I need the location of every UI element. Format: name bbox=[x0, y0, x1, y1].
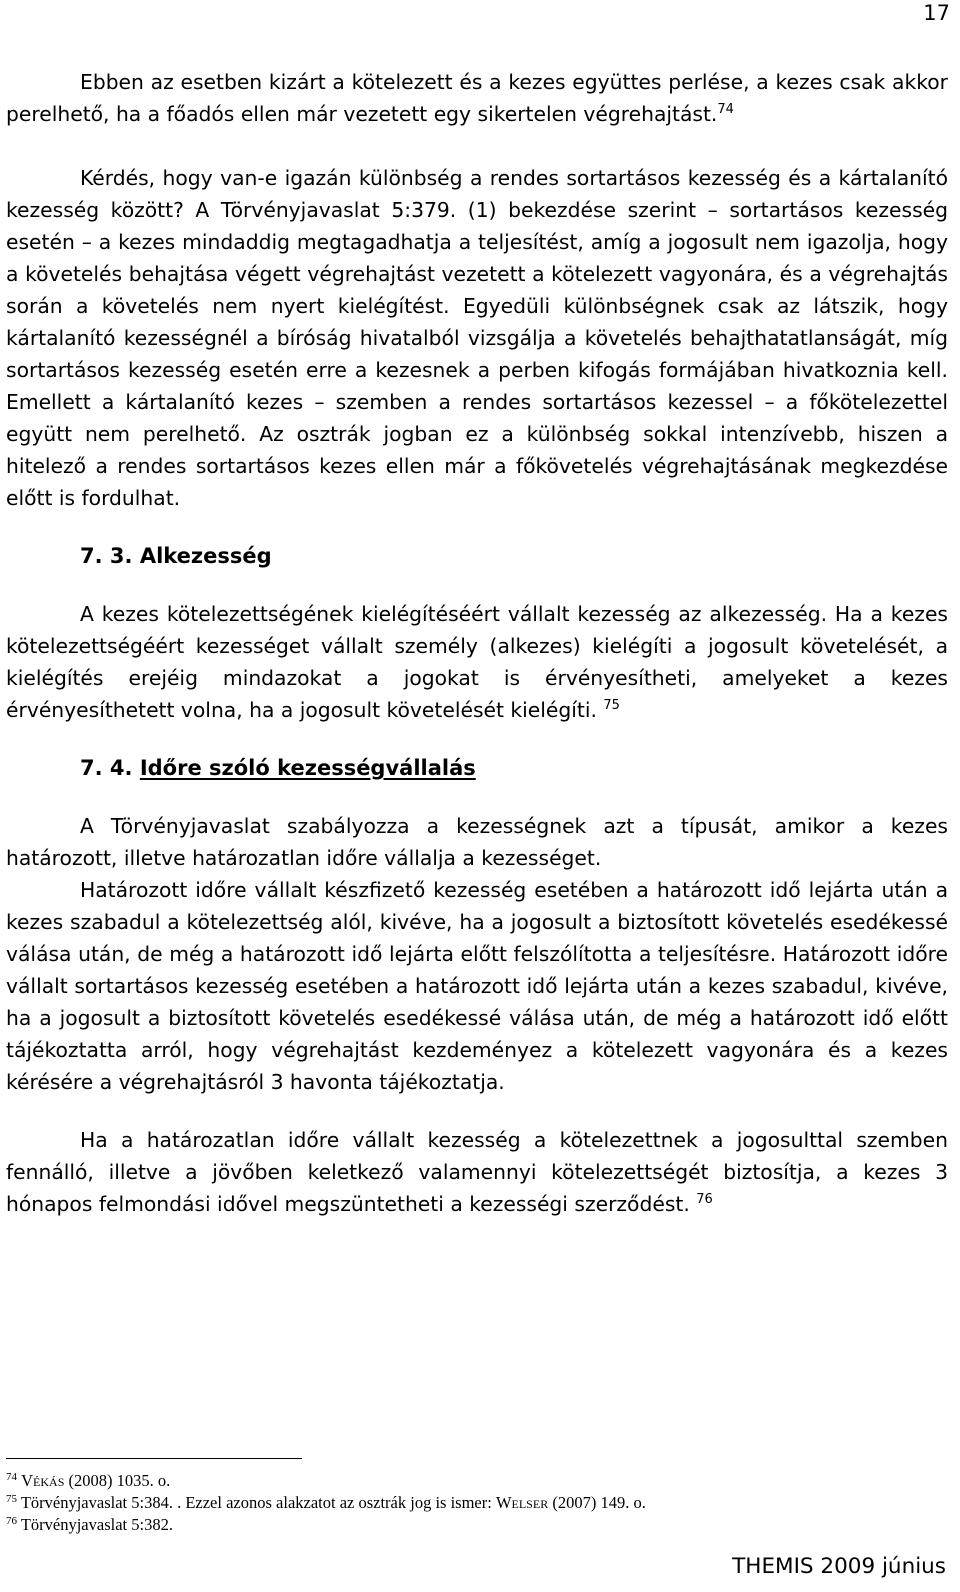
footnote-ref-75[interactable]: 75 bbox=[603, 698, 620, 713]
paragraph-1 bbox=[6, 66, 948, 130]
section-heading-7-3 bbox=[80, 540, 948, 572]
paragraph-3 bbox=[6, 598, 948, 726]
paragraph-2: Kérdés, hogy van-e igazán különbség a rendes sortartásos kezesség és a kártalanító kezesség között? A Törvényjavaslat 5:379. (1) bekezdése szerint – sortartásos kezesség esetén – a kezes mindaddig megtagadhatja a teljesítést, amíg a jogosult nem igazolja, hogy a követelés behajtása végett végrehajtást vezetett a kötelezett vagyonára, és a végrehajtás során a követelés nem nyert kielégítést. Egyedüli különbségnek csak az látszik, hogy kártalanító kezességnél a bíróság hivatalból vizsgálja a követelés behajthatatlanságát, míg sortartásos kezesség esetén erre a kezesnek a perben kifogás formájában hivatkoznia kell. Emellett a kártalanító kezes – szemben a rendes sortartásos kezessel – a főkötelezettel együtt nem perelhető. Az osztrák jogban ez a különbség sokkal intenzívebb, hiszen a hitelező a rendes sortartásos kezes ellen már a főkövetelés végrehajtásának megkezdése előtt is fordulhat. bbox=[6, 166, 948, 510]
section-heading-7-4 bbox=[80, 752, 948, 784]
footnote-text: (2007) 149. o. bbox=[548, 1493, 646, 1512]
footnote-75 bbox=[6, 1492, 926, 1514]
spacer bbox=[6, 784, 948, 810]
paragraph-3-text: A kezes kötelezettségének kielégítéséért vállalt kezesség az alkezesség. Ha a kezes kötelezettségéért kezességet vállalt személy (alkezes) kielégíti a jogosult követelését, a kielégítés erejéig mindazokat a jogokat is érvényesítheti, amelyeket a kezes érvényesíthetett volna, ha a jogosult követelését kielégíti. bbox=[6, 602, 948, 722]
spacer bbox=[6, 726, 948, 752]
paragraph-4: A Törvényjavaslat szabályozza a kezességnek azt a típusát, amikor a kezes határozott, illetve határozatlan időre vállalja a kezességet. bbox=[6, 814, 948, 870]
paragraph-6 bbox=[6, 1124, 948, 1220]
footnotes bbox=[6, 1470, 926, 1536]
footnote-marker: 74 bbox=[6, 1471, 17, 1483]
spacer bbox=[6, 1098, 948, 1124]
spacer bbox=[6, 130, 948, 162]
page-number: 17 bbox=[923, 1, 950, 25]
footnote-76 bbox=[6, 1514, 926, 1536]
footnote-author: Vékás bbox=[21, 1471, 65, 1490]
section-number: 7. 3. bbox=[80, 544, 133, 568]
footnote-text: Törvényjavaslat 5:384. . Ezzel azonos alakzatot az osztrák jog is ismer: bbox=[20, 1493, 496, 1512]
footnote-ref-74[interactable]: 74 bbox=[717, 102, 734, 117]
paragraph-6-text: Ha a határozatlan időre vállalt kezesség a kötelezettnek a jogosulttal szemben fennálló, illetve a jövőben keletkező valamennyi kötelezettségét biztosítja, a kezes 3 hónapos felmondási idővel megszüntetheti a kezességi szerződést. bbox=[6, 1128, 948, 1216]
footnote-marker: 76 bbox=[6, 1515, 17, 1527]
section-title: Alkezesség bbox=[139, 544, 272, 568]
footnote-marker: 75 bbox=[6, 1493, 17, 1505]
body-text bbox=[6, 66, 948, 1220]
footnote-text: (2008) 1035. o. bbox=[64, 1471, 171, 1490]
paragraph-1-text: Ebben az esetben kizárt a kötelezett és a kezes együttes perlése, a kezes csak akkor perelhető, ha a főadós ellen már vezetett egy sikertelen végrehajtást. bbox=[6, 70, 948, 126]
section-title: Időre szóló kezességvállalás bbox=[139, 756, 476, 780]
spacer bbox=[6, 572, 948, 598]
footnote-author: Welser bbox=[495, 1493, 549, 1512]
spacer bbox=[6, 514, 948, 540]
footnote-ref-76[interactable]: 76 bbox=[696, 1192, 713, 1207]
section-number: 7. 4. bbox=[80, 756, 133, 780]
running-footer: THEMIS 2009 június bbox=[732, 1554, 946, 1579]
paragraph-5: Határozott időre vállalt készfizető kezesség esetében a határozott idő lejárta után a kezes szabadul a kötelezettség alól, kivéve, ha a jogosult a biztosított követelés esedékessé válása után, de még a határozott idő lejárta előtt felszólította a teljesítésre. Határozott időre vállalt sortartásos kezesség esetében a határozott idő lejárta után a kezes szabadul, kivéve, ha a jogosult a biztosított követelés esedékessé válása után, de még a határozott idő előtt tájékoztatta arról, hogy végrehajtást kezdeményez a kötelezett vagyonára és a kezes kérésére a végrehajtásról 3 havonta tájékoztatja. bbox=[6, 878, 948, 1094]
footnote-separator bbox=[6, 1458, 302, 1459]
footnote-74 bbox=[6, 1470, 926, 1492]
footnote-text: Törvényjavaslat 5:382. bbox=[20, 1515, 173, 1534]
